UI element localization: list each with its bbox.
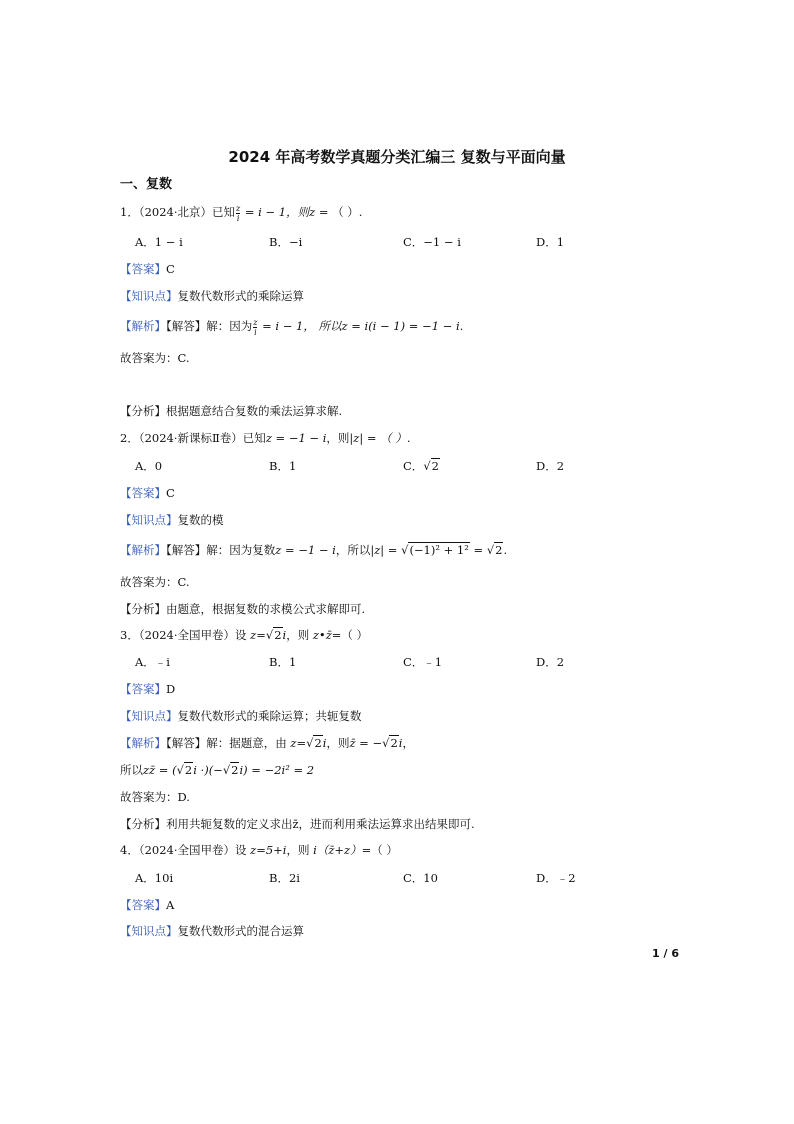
q3-sol-eq: = [296,736,307,750]
q2-opt-c-radicand: 2 [431,459,439,473]
q1-option-a: A．1 − i [135,235,183,249]
q2-sol-sqrt-2: √2 [486,543,503,557]
question-3-stem [120,626,368,644]
q1-solution [120,317,463,337]
q3-answer [120,680,175,698]
q2-opt-c-sqrt: √2 [423,459,439,473]
q4-answer-value: A [166,898,175,912]
q1-stem-eq: = i − 1，则 [241,205,310,219]
q2-sol-tag: 【解析】 [120,543,166,557]
q3-sol-z: z [290,736,297,750]
q1-option-c: C．−1 − i [403,235,461,249]
q4-answer [120,896,174,914]
q3-line2-expr-b: i ·)(− [193,763,223,777]
q1-option-b: B．−i [269,235,303,249]
q2-sol-prefix: 【解答】解：因为复数 [166,543,276,557]
q4-option-a: A．10i [135,871,174,885]
q2-sol-radicand-1: (−1)² + 1² [409,543,469,557]
q3-line2-prefix: 所以 [120,763,143,777]
q3-line2-radicand-b: 2 [231,763,239,777]
q1-fraction [236,204,240,223]
q3-answer-tag: 【答案】 [120,682,166,696]
q1-stem-suffix: = （ ）. [315,205,363,219]
q1-sol-tag: 【解析】 [120,319,166,333]
q4-option-c: C．10 [403,871,438,885]
q1-knowledge-point [120,287,304,305]
q2-sol-end: . [503,543,508,557]
q1-kp-tag: 【知识点】 [120,289,178,303]
q4-knowledge-point [120,922,304,940]
q3-line2-expr-c: i) = −2i² = 2 [239,763,315,777]
q3-sol-i: i [322,736,327,750]
q2-opt-c-prefix: C． [403,459,424,473]
q1-final: 故答案为：C. [120,351,190,365]
q1-sol-mid: = i − 1， 所以 [258,319,342,333]
q3-option-a: A．﹣i [135,655,170,669]
q4-stem-suffix: =（ ） [361,843,398,857]
question-1-stem [120,203,362,223]
q3-sol-zbar: z̄ = − [349,736,383,750]
q2-option-a: A．0 [135,459,163,473]
q2-option-d: D．2 [536,459,565,473]
q1-option-d: D．1 [536,235,565,249]
q3-stem-eq: = [256,628,266,642]
q4-stem-prefix: 4．（2024·全国甲卷）设 [120,843,251,857]
q2-stem-prefix: 2．（2024·新课标Ⅱ卷）已知 [120,431,266,445]
q1-sol-end: z = i(i − 1) = −1 − i. [341,319,464,333]
q3-line2-sqrt-b: √2 [222,763,239,777]
q2-sol-eq2: = [469,543,487,557]
q1-stem-var: z [309,205,316,219]
q1-sol-fraction [253,318,257,337]
q3-knowledge-point [120,707,362,725]
q1-stem-prefix: 1．（2024·北京）已知 [120,205,235,219]
q3-sol-i2: i [398,736,403,750]
q1-answer-tag: 【答案】 [120,262,166,276]
q3-stem-suffix: =（ ） [331,628,369,642]
q3-line2-expr-a: zz̄ = ( [143,763,177,777]
q2-sol-eq: z = −1 − i [275,543,336,557]
q4-stem-eq: z=5+i [250,843,287,857]
q4-answer-tag: 【答案】 [120,898,166,912]
section-heading: 一、复数 [120,177,173,192]
q3-kp-text: 复数代数形式的乘除运算；共轭复数 [177,709,362,723]
q4-kp-tag: 【知识点】 [120,924,178,938]
q3-stem-mid: ，则 [286,628,313,642]
q3-stem-prod: z•z̄ [312,628,332,642]
q3-sol-tag: 【解析】 [120,736,166,750]
q2-final: 故答案为：C. [120,575,190,589]
q1-sol-frac-num: z [253,317,258,327]
q3-solution-line-2 [120,761,314,779]
q3-sol-sqrt-1: √2 [306,736,322,750]
q2-sol-mid: ，所以 [335,543,371,557]
q2-solution [120,541,507,559]
q3-stem-z: z [250,628,257,642]
question-2-stem [120,429,410,447]
q1-frac-den: i [236,213,240,223]
q1-kp-text: 复数代数形式的乘除运算 [177,289,304,303]
q2-sol-radicand-2: 2 [495,543,503,557]
page-number: 1 / 6 [652,947,679,960]
q1-answer-value: C [166,262,175,276]
q2-analysis: 【分析】由题意，根据复数的求模公式求解即可. [120,602,366,616]
q2-answer [120,484,175,502]
q3-sol-end: ， [402,736,414,750]
q3-stem-i: i [282,628,287,642]
q3-answer-value: D [166,682,176,696]
q4-kp-text: 复数代数形式的混合运算 [177,924,304,938]
q2-stem-eq: z = −1 − i [265,431,327,445]
q2-kp-text: 复数的模 [177,513,224,527]
q3-sol-sqrt-2: √2 [382,736,398,750]
q3-sol-radicand-1: 2 [314,736,322,750]
q3-sol-radicand-2: 2 [390,736,398,750]
q2-sol-abs: |z| = [370,543,402,557]
q3-solution [120,734,414,752]
q4-stem-mid: ，则 [286,843,314,857]
q2-option-b: B．1 [269,459,297,473]
q3-sol-prefix: 【解答】解：据题意，由 [166,736,291,750]
q2-sol-sqrt-1: √(−1)² + 1² [401,543,469,557]
q2-kp-tag: 【知识点】 [120,513,178,527]
q3-option-b: B．1 [269,655,297,669]
q1-answer [120,260,175,278]
q3-line2-sqrt-a: √2 [176,763,193,777]
q3-stem-sqrt: √2 [265,628,282,642]
q3-stem-prefix: 3．（2024·全国甲卷）设 [120,628,251,642]
q3-analysis: 【分析】利用共轭复数的定义求出z̄，进而利用乘法运算求出结果即可. [120,817,475,831]
q2-knowledge-point [120,511,224,529]
q2-stem-mid: ，则 [326,431,350,445]
q4-option-b: B．2i [269,871,300,885]
q1-analysis: 【分析】根据题意结合复数的乘法运算求解. [120,404,343,418]
q1-sol-prefix: 【解答】解：因为 [166,319,253,333]
q3-option-c: C．﹣1 [403,655,443,669]
q4-option-d: D．﹣2 [536,871,576,885]
page-title: 2024 年高考数学真题分类汇编三 复数与平面向量 [228,148,566,166]
q3-final: 故答案为：D. [120,790,190,804]
q3-sol-mid: ，则 [326,736,350,750]
q1-frac-num: z [236,203,241,213]
q3-stem-radicand: 2 [274,628,282,642]
q3-line2-radicand-a: 2 [184,763,193,777]
q2-answer-tag: 【答案】 [120,486,166,500]
q2-option-c [403,457,440,475]
q3-option-d: D．2 [536,655,565,669]
question-4-stem [120,841,398,859]
q3-kp-tag: 【知识点】 [120,709,178,723]
q2-stem-abs: |z| = （ ）. [349,431,411,445]
q1-sol-frac-den: i [254,327,257,337]
q4-stem-expr: i（z̄+z） [313,843,362,857]
q2-answer-value: C [166,486,175,500]
